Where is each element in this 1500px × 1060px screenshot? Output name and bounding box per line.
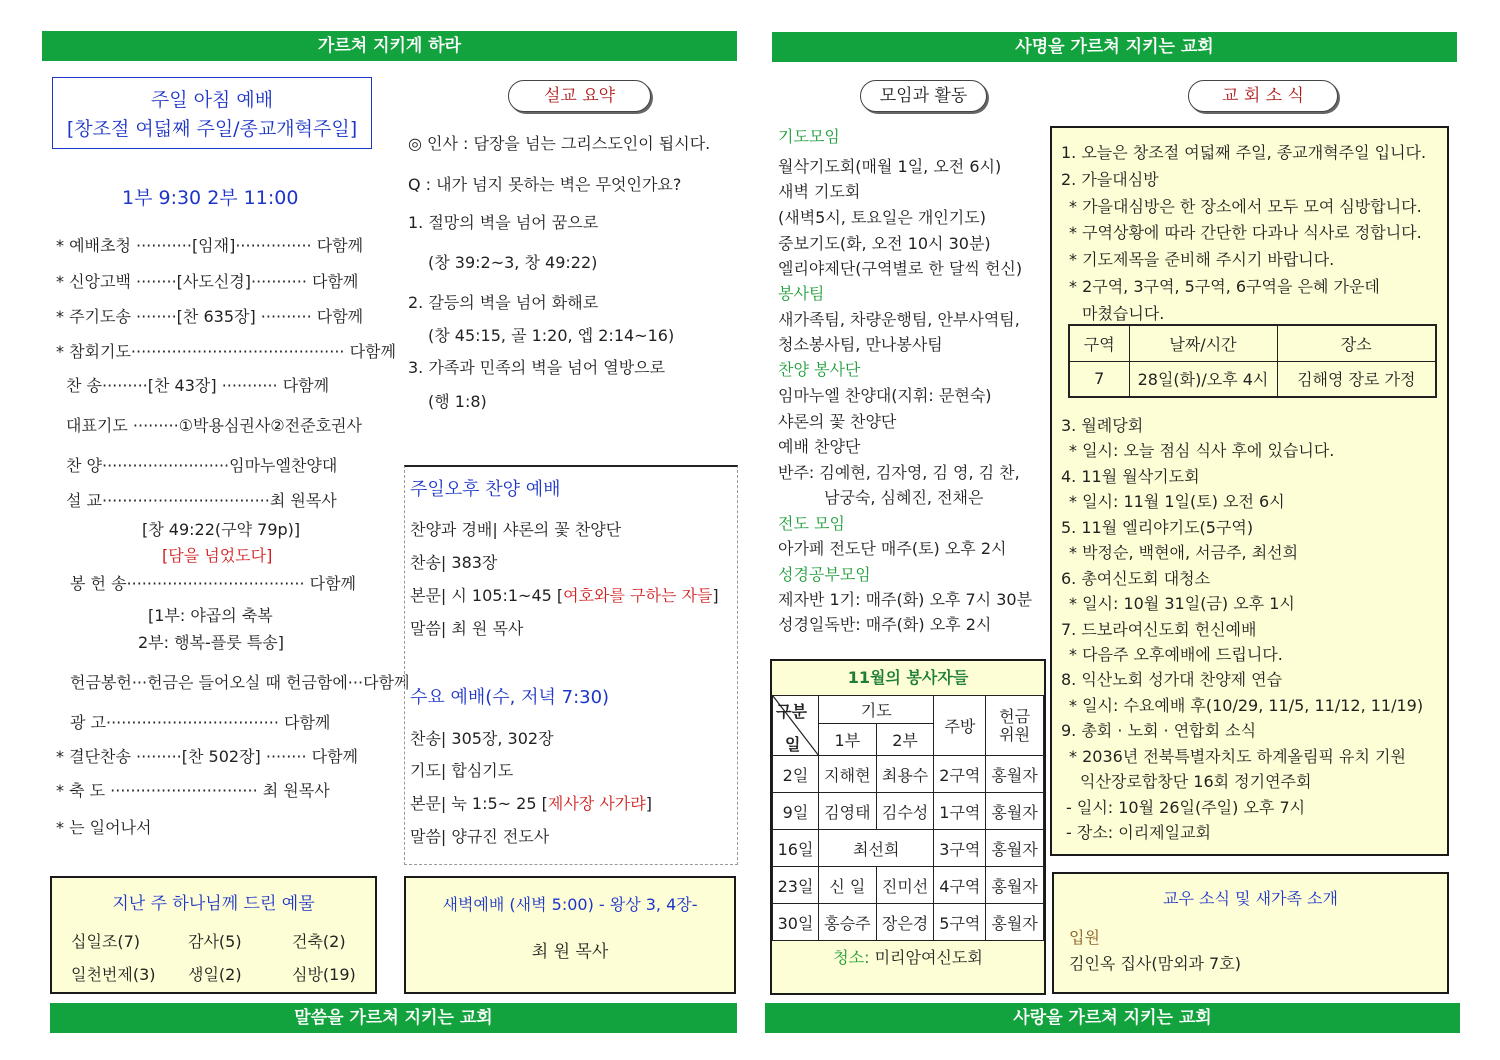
day-label: 일 bbox=[785, 735, 801, 754]
wednesday-line: 찬송| 305장, 302장 bbox=[410, 729, 554, 748]
cell: 홍승주 bbox=[819, 904, 877, 941]
afternoon-line: 말씀| 최 원 목사 bbox=[410, 619, 524, 638]
order-item: * 신앙고백 ········[사도신경]··········· 다함께 bbox=[56, 272, 359, 291]
table-row bbox=[773, 904, 1044, 941]
news-line: * 일시: 수요예배 후(10/29, 11/5, 11/12, 11/19) bbox=[1069, 696, 1424, 715]
news-line: * 가을대심방은 한 장소에서 모두 모여 심방합니다. bbox=[1069, 197, 1422, 216]
sermon-summary-pill: 설교 요약 bbox=[508, 80, 651, 112]
gubun-label: 구분 bbox=[776, 702, 807, 721]
offering-item: 심방(19) bbox=[292, 965, 356, 984]
section-heading: 봉사팀 bbox=[778, 284, 825, 303]
wednesday-line bbox=[410, 791, 652, 814]
activity-line: 제자반 1기: 매주(화) 오후 7시 30분 bbox=[778, 590, 1033, 609]
cell: 신 일 bbox=[819, 867, 877, 904]
table-row bbox=[773, 830, 1044, 867]
cell: 홍월자 bbox=[986, 756, 1044, 793]
order-item: * 주기도송 ········[찬 635장] ·········· 다함께 bbox=[56, 307, 364, 326]
cell: 홍월자 bbox=[986, 793, 1044, 830]
cell: 최선희 bbox=[819, 830, 934, 867]
sermon-title: [담을 넘었도다] bbox=[162, 546, 273, 565]
group-table bbox=[1068, 324, 1437, 398]
order-item: * 결단찬송 ·········[찬 502장] ········ 다함께 bbox=[56, 747, 359, 766]
summary-line: 2. 갈등의 벽을 넘어 화해로 bbox=[408, 293, 599, 312]
order-item: * 예배초청 ···········[임재]··············· 다함께 bbox=[56, 236, 364, 255]
wednesday-line: 말씀| 양규진 전도사 bbox=[410, 827, 550, 846]
volunteers-title: 11월의 봉사자들 bbox=[847, 668, 969, 687]
section-heading: 기도모임 bbox=[778, 127, 840, 146]
worship-title-box bbox=[52, 77, 372, 149]
cleaning-value: 미리암여신도회 bbox=[869, 948, 983, 967]
cell: 16일 bbox=[773, 830, 819, 867]
order-item: 찬 송·········[찬 43장] ··········· 다함께 bbox=[66, 376, 330, 395]
activity-line: 아가페 전도단 매주(토) 오후 2시 bbox=[778, 539, 1007, 558]
cell: 9일 bbox=[773, 793, 819, 830]
wednesday-title: 수요 예배(수, 저녁 7:30) bbox=[410, 687, 610, 708]
offertory-2: 2부: 행복-플룻 특송] bbox=[138, 633, 284, 652]
news-line: * 일시: 10월 31일(금) 오후 1시 bbox=[1069, 594, 1295, 613]
offering-item: 건축(2) bbox=[292, 932, 346, 951]
cell: 김수성 bbox=[876, 793, 934, 830]
section-heading: 전도 모임 bbox=[778, 514, 845, 533]
cell: 3구역 bbox=[934, 830, 986, 867]
dawn-title: 새벽예배 (새벽 5:00) - 왕상 3, 4장- bbox=[442, 895, 698, 914]
activity-line: 예배 찬양단 bbox=[778, 437, 861, 456]
activity-line: (새벽5시, 토요일은 개인기도) bbox=[778, 208, 986, 227]
cell: 김영태 bbox=[819, 793, 877, 830]
offering-title: 지난 주 하나님께 드린 예물 bbox=[112, 894, 315, 914]
activity-line: 엘리야제단(구역별로 한 달씩 헌신) bbox=[778, 259, 1023, 278]
news-line: 3. 월례당회 bbox=[1061, 416, 1144, 435]
header-kitchen: 주방 bbox=[934, 696, 986, 756]
header-part1: 1부 bbox=[819, 724, 877, 756]
cell: 4구역 bbox=[934, 867, 986, 904]
summary-line: (창 45:15, 골 1:20, 엡 2:14~16) bbox=[428, 326, 675, 345]
section-heading: 성경공부모임 bbox=[778, 565, 871, 584]
activity-line: 중보기도(화, 오전 10시 30분) bbox=[778, 234, 991, 253]
order-item: 헌금봉헌···헌금은 들어오실 때 헌금함에···다함께 bbox=[70, 673, 410, 692]
offertory-1: [1부: 야곱의 축복 bbox=[148, 606, 273, 625]
cell: 5구역 bbox=[934, 904, 986, 941]
news-line: * 2구역, 3구역, 5구역, 6구역을 은혜 가운데 bbox=[1069, 277, 1380, 296]
cell: 7 bbox=[1069, 361, 1129, 397]
cell: 최용수 bbox=[876, 756, 934, 793]
offering-box bbox=[50, 876, 377, 994]
activities-pill: 모임과 활동 bbox=[860, 80, 987, 112]
news-line: 1. 오늘은 창조절 여덟째 주일, 종교개혁주일 입니다. bbox=[1061, 143, 1427, 162]
cell: 진미선 bbox=[876, 867, 934, 904]
text: 위원 bbox=[999, 724, 1031, 744]
wednesday-line: 기도| 합심기도 bbox=[410, 761, 514, 780]
text: ] bbox=[712, 586, 719, 605]
table-row bbox=[773, 793, 1044, 830]
sermon-reference: [창 49:22(구약 79p)] bbox=[142, 520, 301, 539]
cell: 23일 bbox=[773, 867, 819, 904]
news-line: - 장소: 이리제일교회 bbox=[1066, 823, 1211, 842]
cell: 지해현 bbox=[819, 756, 877, 793]
worship-times: 1부 9:30 2부 11:00 bbox=[122, 187, 299, 209]
offering-item: 일천번제(3) bbox=[71, 965, 156, 984]
dawn-leader: 최 원 목사 bbox=[531, 942, 609, 962]
cell: 장소 bbox=[1277, 325, 1436, 361]
news-line: 6. 총여신도회 대청소 bbox=[1061, 569, 1211, 588]
header-prayer: 기도 bbox=[819, 696, 934, 724]
afternoon-line bbox=[410, 583, 719, 606]
activity-line: 남궁숙, 심혜진, 전채은 bbox=[824, 488, 984, 507]
text-red: 제사장 사가랴 bbox=[547, 794, 646, 813]
activity-line: 임마누엘 찬양대(지휘: 문현숙) bbox=[778, 386, 992, 405]
summary-line: ◎ 인사 : 담장을 넘는 그리스도인이 됩시다. bbox=[408, 134, 711, 153]
order-item: * 참회기도·········································· 다함께 bbox=[56, 342, 396, 361]
header-offering bbox=[986, 696, 1044, 756]
cell: 28일(화)/오후 4시 bbox=[1129, 361, 1277, 397]
order-item: * 축 도 ····························· 최 원목사 bbox=[56, 781, 330, 800]
cell: 홍월자 bbox=[986, 904, 1044, 941]
cell: 30일 bbox=[773, 904, 819, 941]
members-title: 교우 소식 및 새가족 소개 bbox=[1163, 889, 1338, 908]
cell: 2일 bbox=[773, 756, 819, 793]
news-line: * 다음주 오후예배에 드립니다. bbox=[1069, 645, 1283, 664]
table-row bbox=[773, 756, 1044, 793]
news-line: * 일시: 11월 1일(토) 오전 6시 bbox=[1069, 492, 1285, 511]
text: 본문| 시 105:1~45 [ bbox=[410, 586, 564, 605]
activity-line: 성경일독반: 매주(화) 오후 2시 bbox=[778, 615, 992, 634]
order-item: 광 고·································· 다함께 bbox=[70, 713, 331, 732]
members-box bbox=[1052, 872, 1449, 994]
order-item: 봉 헌 송··································· 다함께 bbox=[70, 574, 357, 593]
news-line: * 2036년 전북특별자치도 하계올림픽 유치 기원 bbox=[1069, 747, 1406, 766]
activity-line: 새가족팀, 차량운행팀, 안부사역팀, bbox=[778, 310, 1020, 329]
volunteers-box bbox=[770, 659, 1046, 995]
table-row bbox=[773, 867, 1044, 904]
text-red: 여호와를 구하는 자들 bbox=[563, 586, 713, 605]
news-line: * 구역상황에 따라 간단한 다과나 식사로 정합니다. bbox=[1069, 223, 1422, 242]
activity-line: 월삭기도회(매월 1일, 오전 6시) bbox=[778, 157, 1002, 176]
order-item: 설 교·································최 원목사 bbox=[66, 491, 337, 510]
cell: 날짜/시간 bbox=[1129, 325, 1277, 361]
text: ] bbox=[645, 794, 652, 813]
news-line: * 기도제목을 준비해 주시기 바랍니다. bbox=[1069, 250, 1335, 269]
cell: 장은경 bbox=[876, 904, 934, 941]
members-line: 김인옥 집사(맘외과 7호) bbox=[1069, 954, 1241, 973]
worship-title: 주일 아침 예배 bbox=[150, 89, 274, 111]
cleaning-line bbox=[772, 945, 1044, 968]
summary-line: 1. 절망의 벽을 넘어 꿈으로 bbox=[408, 213, 599, 232]
news-line: 2. 가을대심방 bbox=[1061, 170, 1159, 189]
news-pill: 교 회 소 식 bbox=[1188, 80, 1338, 112]
dawn-box bbox=[404, 876, 736, 994]
summary-line: (창 39:2~3, 창 49:22) bbox=[428, 253, 598, 272]
summary-line: 3. 가족과 민족의 벽을 넘어 열방으로 bbox=[408, 358, 666, 377]
news-line: * 박정순, 백현애, 서금주, 최선희 bbox=[1069, 543, 1299, 562]
afternoon-line: 찬양과 경배| 샤론의 꽃 찬양단 bbox=[410, 520, 622, 539]
banner-top-right: 사명을 가르쳐 지키는 교회 bbox=[772, 32, 1457, 62]
cell: 2구역 bbox=[934, 756, 986, 793]
cell: 구역 bbox=[1069, 325, 1129, 361]
header-gubun bbox=[773, 696, 819, 756]
offering-item: 감사(5) bbox=[188, 932, 242, 951]
news-box bbox=[1050, 126, 1449, 856]
banner-bottom-left: 말씀을 가르쳐 지키는 교회 bbox=[50, 1003, 737, 1033]
section-heading: 찬양 봉사단 bbox=[778, 360, 861, 379]
news-line: 익산장로합창단 16회 정기연주회 bbox=[1080, 772, 1312, 791]
news-line: 마쳤습니다. bbox=[1082, 304, 1165, 323]
activity-line: 청소봉사팀, 만나봉사팀 bbox=[778, 335, 943, 354]
cell: 홍월자 bbox=[986, 830, 1044, 867]
worship-subtitle: [창조절 여덟째 주일/종교개혁주일] bbox=[66, 118, 358, 140]
offering-item: 생일(2) bbox=[188, 965, 242, 984]
banner-bottom-right: 사랑을 가르쳐 지키는 교회 bbox=[765, 1003, 1460, 1033]
news-line: - 일시: 10월 26일(주일) 오후 7시 bbox=[1066, 798, 1306, 817]
cell: 1구역 bbox=[934, 793, 986, 830]
order-item: 찬 양·························임마누엘찬양대 bbox=[66, 456, 338, 475]
summary-line: (행 1:8) bbox=[428, 392, 487, 411]
activity-line: 샤론의 꽃 찬양단 bbox=[778, 412, 897, 431]
header-part2: 2부 bbox=[876, 724, 934, 756]
news-line: 9. 총회 · 노회 · 연합회 소식 bbox=[1061, 721, 1257, 740]
order-item: 대표기도 ·········①박용심권사②전준호권사 bbox=[66, 416, 362, 435]
volunteers-table bbox=[772, 695, 1044, 941]
table-row bbox=[1069, 361, 1436, 397]
offering-item: 십일조(7) bbox=[71, 932, 141, 951]
activity-line: 반주: 김예현, 김자영, 김 영, 김 찬, bbox=[778, 463, 1020, 482]
text: 본문| 눅 1:5~ 25 [ bbox=[410, 794, 548, 813]
activity-line: 새벽 기도회 bbox=[778, 182, 861, 201]
banner-top-left: 가르쳐 지키게 하라 bbox=[42, 31, 737, 61]
news-line: * 일시: 오늘 점심 식사 후에 있습니다. bbox=[1069, 441, 1335, 460]
members-heading: 입원 bbox=[1069, 928, 1100, 947]
cell: 김해영 장로 가정 bbox=[1277, 361, 1436, 397]
afternoon-title: 주일오후 찬양 예배 bbox=[410, 479, 561, 500]
news-line: 7. 드보라여신도회 헌신예배 bbox=[1061, 620, 1257, 639]
afternoon-line: 찬송| 383장 bbox=[410, 553, 498, 572]
text: 헌금 bbox=[999, 706, 1031, 726]
cell: 홍월자 bbox=[986, 867, 1044, 904]
news-line: 5. 11월 엘리야기도(5구역) bbox=[1061, 518, 1254, 537]
news-line: 8. 익산노회 성가대 찬양제 연습 bbox=[1061, 670, 1283, 689]
news-line: 4. 11월 월삭기도회 bbox=[1061, 467, 1200, 486]
stand-note: * 는 일어나서 bbox=[56, 818, 152, 837]
cleaning-label: 청소: bbox=[833, 948, 870, 967]
summary-line: Q : 내가 넘지 못하는 벽은 무엇인가요? bbox=[408, 175, 682, 194]
